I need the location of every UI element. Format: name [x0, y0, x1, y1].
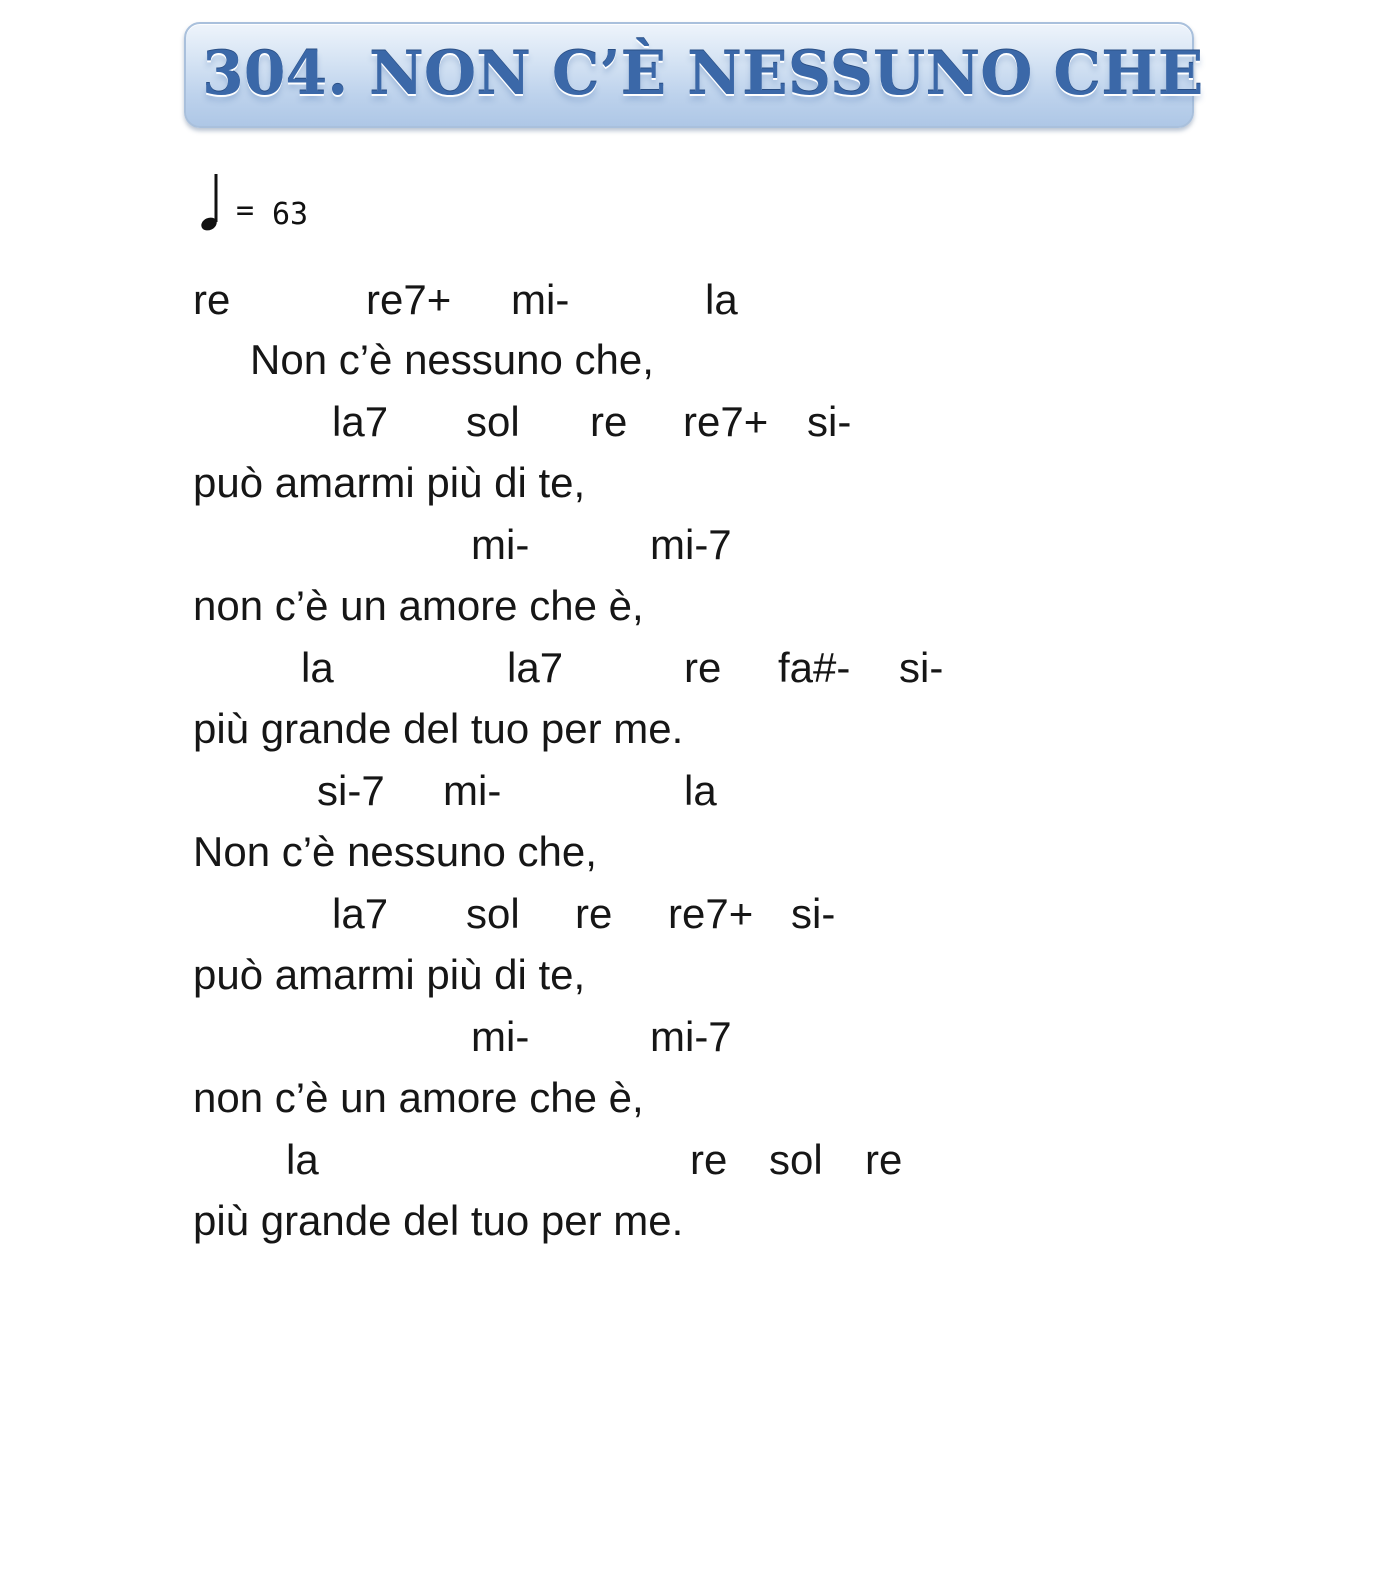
chord: mi-: [471, 521, 530, 568]
chord: re7+: [668, 890, 754, 937]
chord: re: [690, 1136, 728, 1183]
chord: mi-: [471, 1013, 530, 1060]
chord: mi-: [511, 276, 570, 323]
chord: sol: [466, 890, 520, 937]
chord: la: [301, 644, 334, 691]
tempo-equals: =: [236, 193, 255, 228]
chord: si-7: [317, 767, 385, 814]
lyric-line: Non c’è nessuno che,: [250, 336, 654, 383]
chord: si-: [807, 398, 852, 445]
chord: re: [684, 644, 722, 691]
chord: mi-7: [650, 521, 732, 568]
chord: si-: [791, 890, 836, 937]
chord: re: [575, 890, 613, 937]
chord: sol: [466, 398, 520, 445]
chord: mi-7: [650, 1013, 732, 1060]
chord: la7: [332, 890, 389, 937]
title-banner: [184, 22, 1204, 128]
chord: la7: [332, 398, 389, 445]
chord: re7+: [366, 276, 452, 323]
song-title: 304. NON C’È NESSUNO CHE: [202, 39, 1204, 109]
chord: sol: [769, 1136, 823, 1183]
lyric-line: non c’è un amore che è,: [193, 1074, 644, 1121]
quarter-note-icon: [196, 170, 226, 234]
chord: mi-: [443, 767, 502, 814]
lyric-line: Non c’è nessuno che,: [193, 828, 597, 875]
chord: re: [590, 398, 628, 445]
lyric-line: non c’è un amore che è,: [193, 582, 644, 629]
chord: re: [865, 1136, 903, 1183]
lyric-line: più grande del tuo per me.: [193, 1197, 684, 1244]
chord: la7: [507, 644, 564, 691]
lyric-line: può amarmi più di te,: [193, 951, 586, 998]
chord: si-: [899, 644, 944, 691]
lyric-line: più grande del tuo per me.: [193, 705, 684, 752]
tempo-bpm: 63: [272, 197, 309, 232]
chord: la: [286, 1136, 319, 1183]
lyric-line: può amarmi più di te,: [193, 459, 586, 506]
chord: la: [684, 767, 717, 814]
chord: re: [193, 276, 231, 323]
chord: re7+: [683, 398, 769, 445]
chord: la: [705, 276, 738, 323]
chord: fa#-: [778, 644, 851, 691]
